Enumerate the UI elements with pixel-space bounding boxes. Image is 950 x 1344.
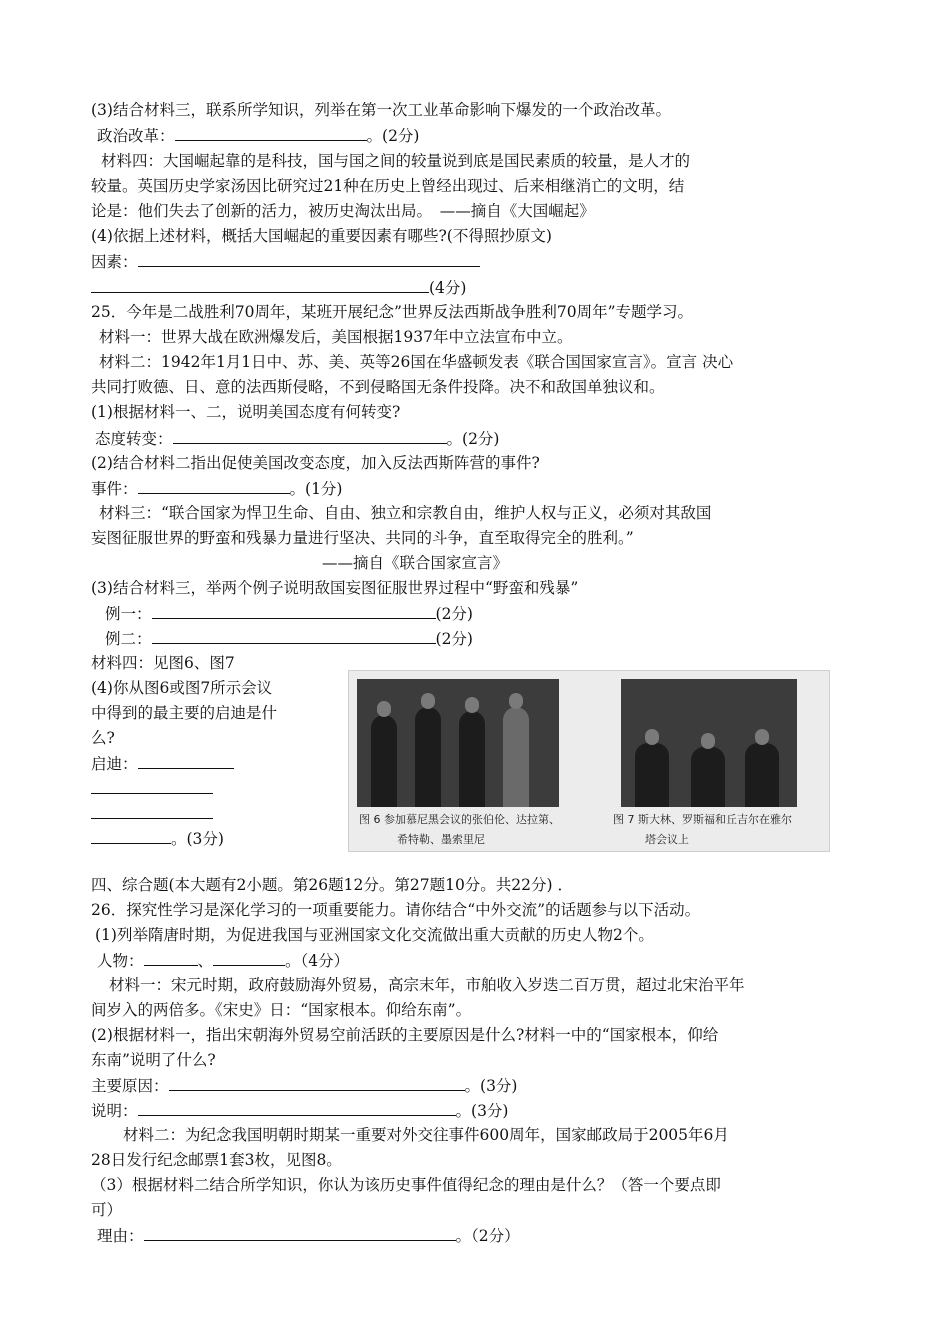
q25-part1-answer-line [95,428,499,449]
q26-explain-score: 。(3分) [455,1102,509,1120]
figure-6-7-photo [348,670,830,852]
q24-part4-answer-line1 [91,251,480,272]
q25-example2-score: (2分) [435,630,473,648]
q25-part4-question-line2: 中得到的最主要的启迪是什 [91,704,278,722]
q26-part1-separator: 、 [197,952,214,970]
figure-7-caption-line2: 塔会议上 [645,833,689,846]
q26-part1-score: 。（4分） [285,952,350,970]
q25-material3-line2: 妄图征服世界的野蛮和残暴力量进行坚决、共同的斗争，直至取得完全的胜利。” [91,529,634,547]
q24-part3-score: 。(2分) [366,127,420,145]
q25-part4-question-line3: 么? [91,729,115,747]
q26-intro: 26．探究性学习是深化学习的一项重要能力。请你结合“中外交流”的话题参与以下活动。 [91,901,701,919]
q24-part3-answer-line [97,125,419,146]
q26-part3-label: 理由： [97,1227,144,1245]
q26-part3-score: 。（2分） [455,1227,520,1245]
q25-example2-blank[interactable] [152,628,436,644]
q24-part4-score: (4分) [429,279,467,297]
q25-example2-line [105,628,473,649]
q26-part3-blank[interactable] [144,1225,456,1241]
q26-part1-label: 人物： [97,952,144,970]
q26-material2-line2: 28日发行纪念邮票1套3枚，见图8。 [91,1151,342,1169]
q24-part3-label: 政治改革： [97,127,175,145]
q26-part3-question-line1: （3）根据材料二结合所学知识，你认为该历史事件值得纪念的理由是什么？（答一个要点即 [91,1176,721,1194]
q25-part4-answer-line4 [91,828,224,849]
q25-part1-score: 。(2分) [446,430,500,448]
q25-example2-label: 例二： [105,630,152,648]
q26-explain-answer-line [91,1100,508,1121]
q24-part4-question: (4)依据上述材料，概括大国崛起的重要因素有哪些?(不得照抄原文) [91,227,552,245]
q24-material4-line1: 材料四：大国崛起靠的是科技，国与国之间的较量说到底是国民素质的较量，是人才的 [101,152,691,170]
q25-material3-line1: 材料三：“联合国家为悍卫生命、自由、独立和宗教自由，维护人权与正义，必须对其敌国 [99,504,712,522]
q26-explain-label: 说明： [91,1102,138,1120]
q24-part4-answer-line2 [91,277,466,298]
q25-part4-blank2[interactable] [91,793,213,794]
q24-part3-blank[interactable] [175,125,367,141]
q25-part1-label: 态度转变： [95,430,173,448]
q26-explain-blank[interactable] [138,1100,456,1116]
section4-title: 四、综合题(本大题有2小题。第26题12分。第27题10分。共22分) ． [91,876,574,894]
q25-material2-line2: 共同打败德、日、意的法西斯侵略，不到侵略国无条件投降。决不和敌国单独议和。 [91,378,665,396]
q25-material3-source: ——摘自《联合国家宣言》 [322,554,509,572]
q26-part2-question-line2: 东南”说明了什么? [91,1051,216,1069]
q26-reason-blank[interactable] [169,1075,465,1091]
q25-part2-blank[interactable] [138,478,290,494]
q25-part4-label: 启迪： [91,755,138,773]
q26-part1-blank2[interactable] [213,950,285,966]
q25-material1: 材料一：世界大战在欧洲爆发后，美国根据1937年中立法宣布中立。 [99,328,573,346]
q26-part3-answer-line [97,1225,520,1246]
figure-7-caption-line1: 图 7 斯大林、罗斯福和丘吉尔在雅尔 [613,813,792,826]
q26-part1-question: (1)列举隋唐时期，为促进我国与亚洲国家文化交流做出重大贡献的历史人物2个。 [95,926,654,944]
q24-part4-label: 因素： [91,253,138,271]
q26-reason-label: 主要原因： [91,1077,169,1095]
q26-part2-question-line1: (2)根据材料一，指出宋朝海外贸易空前活跃的主要原因是什么?材料一中的“国家根本，仰给 [91,1026,719,1044]
q25-example1-label: 例一： [105,605,152,623]
q25-part1-question: (1)根据材料一、二，说明美国态度有何转变? [91,403,401,421]
q25-intro: 25．今年是二战胜利70周年，某班开展纪念”世界反法西斯战争胜利70周年”专题学习。 [91,303,694,321]
figure-7-yalta-photo [621,679,797,807]
q25-part4-blank3[interactable] [91,818,213,819]
q26-material2-line1: 材料二：为纪念我国明朝时期某一重要对外交往事件600周年，国家邮政局于2005年6月 [123,1126,729,1144]
q26-material1-line2: 间岁入的两倍多。《宋史》日：“国家根本。仰给东南”。 [91,1001,472,1019]
q25-example1-blank[interactable] [152,603,436,619]
figure-6-munich-photo [357,679,559,807]
q25-material2-line1: 材料二：1942年1月1日中、苏、美、英等26国在华盛顿发表《联合国国家宣言》。宣言 决心 [99,353,734,371]
q26-part1-blank1[interactable] [144,950,198,966]
q26-reason-score: 。(3分) [464,1077,518,1095]
q25-material4: 材料四：见图6、图7 [91,654,235,672]
q25-part2-score: 。(1分) [289,480,343,498]
q25-part3-question: (3)结合材料三，举两个例子说明敌国妄图征服世界过程中“野蛮和残暴” [91,579,579,597]
q25-part1-blank[interactable] [173,428,447,444]
q24-part3-question: (3)结合材料三，联系所学知识，列举在第一次工业革命影响下爆发的一个政治改革。 [91,101,671,119]
q25-example1-score: (2分) [435,605,473,623]
q25-part2-answer-line [91,478,342,499]
q26-part1-answer-line [97,950,349,971]
q26-part3-question-line2: 可） [91,1201,123,1219]
q26-material1-line1: 材料一：宋元时期，政府鼓励海外贸易，高宗末年，市舶收入岁迭二百万贯，超过北宋治平年 [109,976,745,994]
figure-6-caption-line1: 图 6 参加慕尼黑会议的张伯伦、达拉第、 [359,813,560,826]
q25-part4-blank1[interactable] [138,753,234,769]
q24-material4-line3: 论是：他们失去了创新的活力，被历史淘汰出局。 ——摘自《大国崛起》 [91,202,595,220]
q25-part4-question-line1: (4)你从图6或图7所示会议 [91,679,273,697]
q24-part4-blank2[interactable] [91,277,429,293]
q24-material4-line2: 较量。英国历史学家汤因比研究过21种在历史上曾经出现过、后来相继消亡的文明，结 [91,177,685,195]
q24-part4-blank1[interactable] [138,251,480,267]
q25-part2-label: 事件： [91,480,138,498]
q25-part4-blank4[interactable] [91,828,171,844]
q25-part4-answer-line1 [91,753,234,774]
q25-part4-score: 。(3分) [171,830,224,848]
q25-example1-line [105,603,473,624]
q26-reason-answer-line [91,1075,517,1096]
figure-6-caption-line2: 希特勒、墨索里尼 [397,833,485,846]
q25-part2-question: (2)结合材料二指出促使美国改变态度，加入反法西斯阵营的事件? [91,454,540,472]
